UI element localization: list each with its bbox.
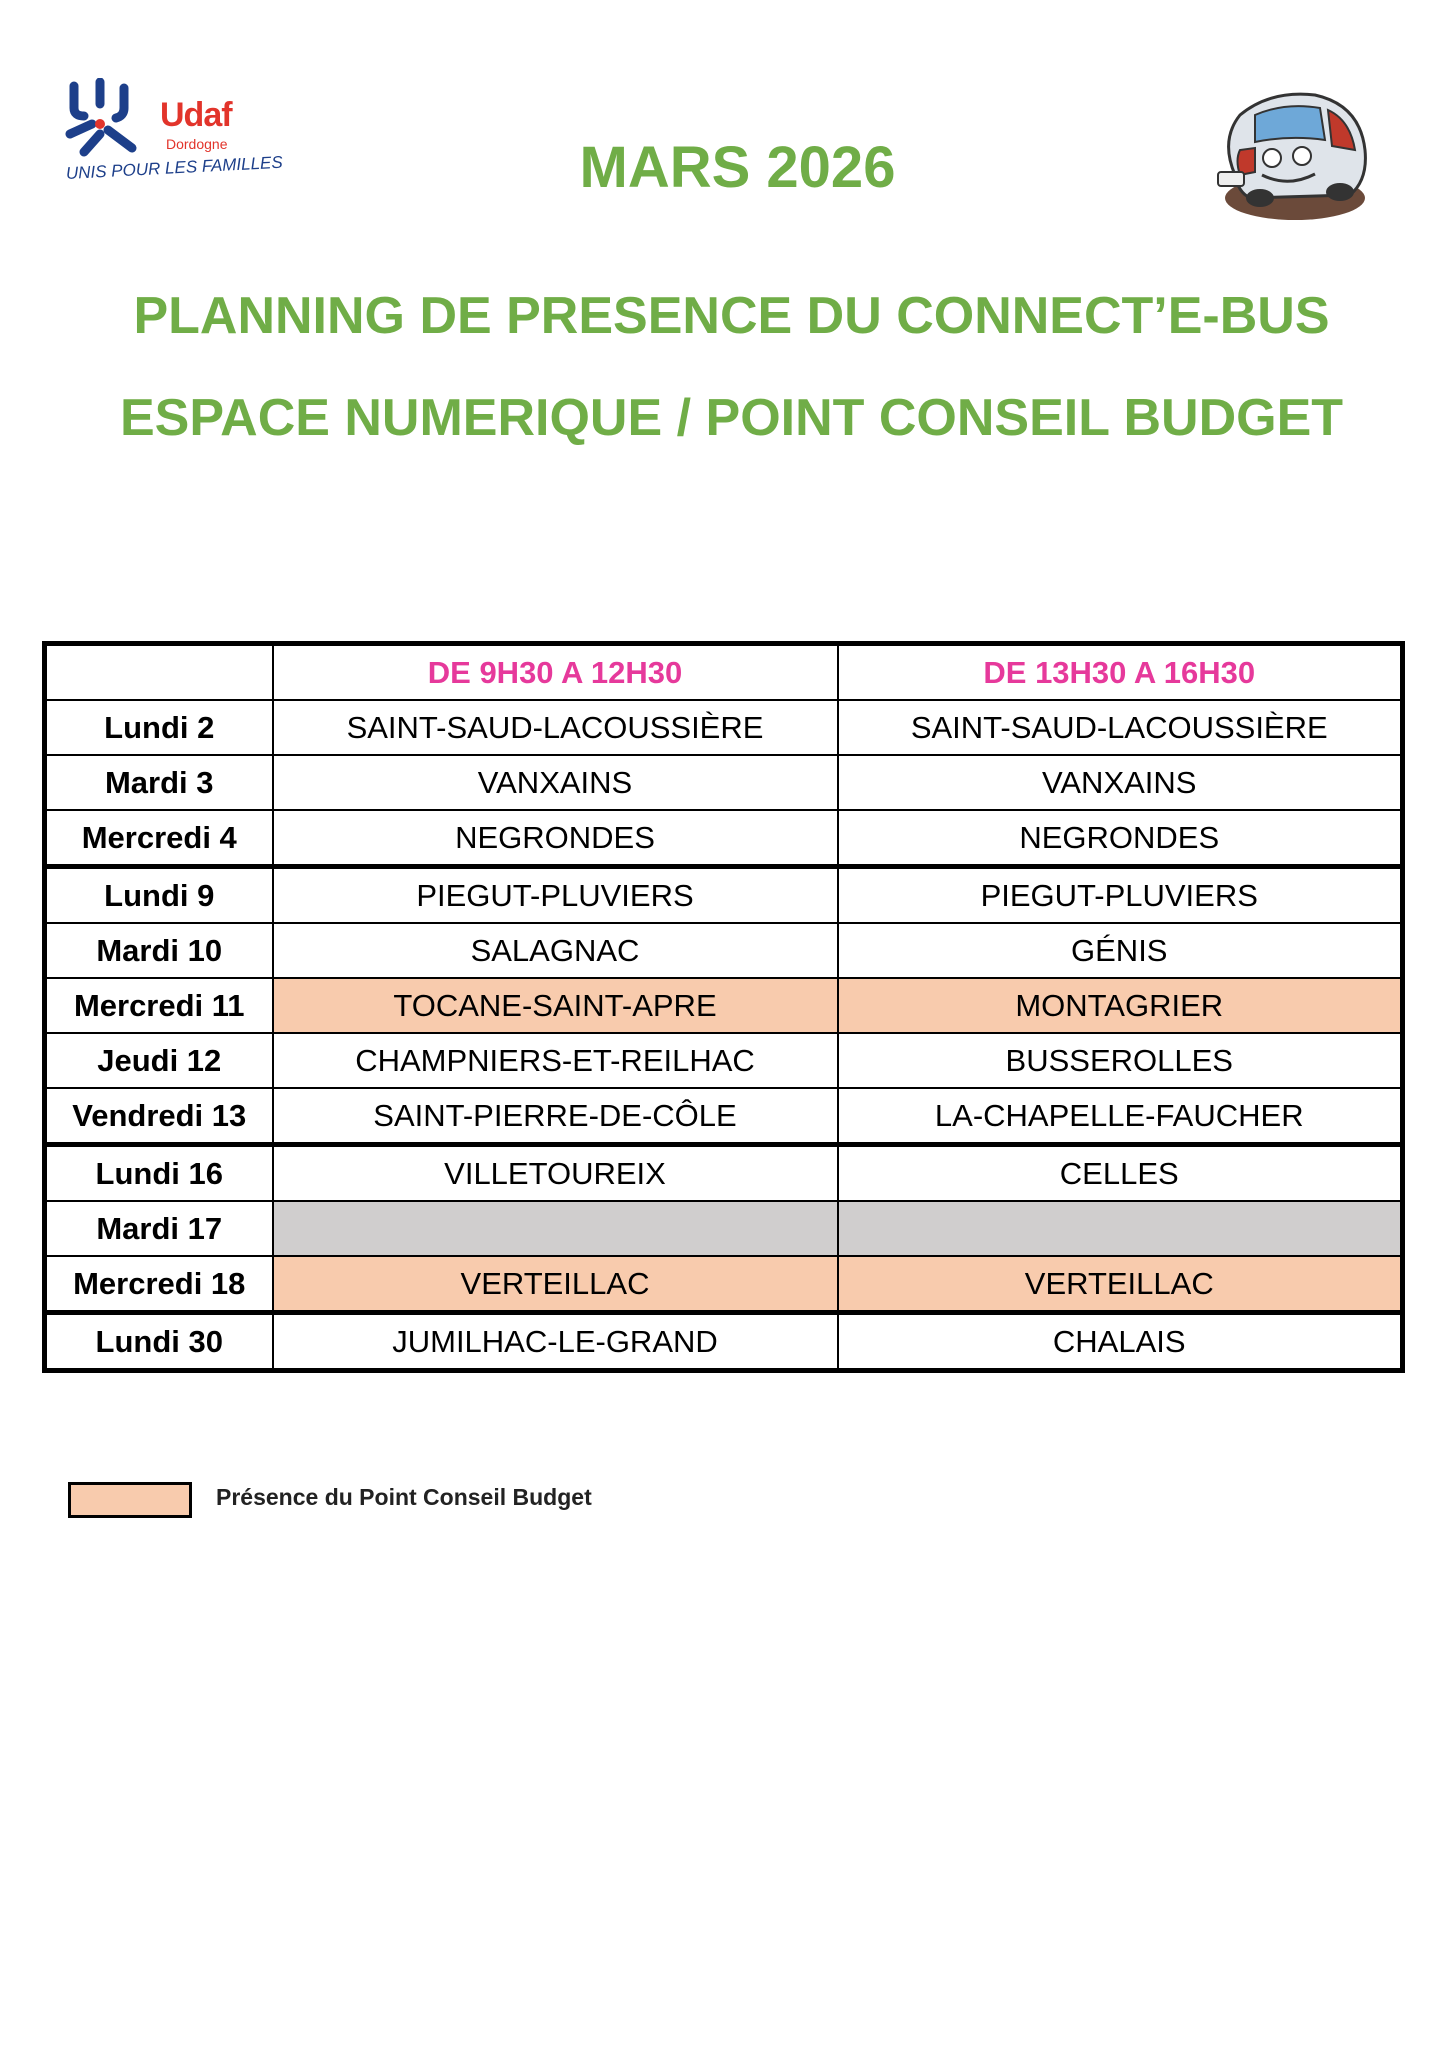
- page-subtitle: ESPACE NUMERIQUE / POINT CONSEIL BUDGET: [119, 389, 1344, 447]
- table-row: [45, 867, 1403, 924]
- day-cell: Lundi 2: [45, 700, 273, 755]
- morning-cell: PIEGUT-PLUVIERS: [273, 867, 838, 924]
- morning-cell: VERTEILLAC: [273, 1256, 838, 1313]
- header-morning-cell: DE 9H30 A 12H30: [273, 644, 838, 701]
- table-header-row: [45, 644, 1403, 701]
- table-row: [45, 1145, 1403, 1202]
- day-cell: Lundi 30: [45, 1313, 273, 1371]
- legend: [68, 1482, 768, 1522]
- afternoon-cell: BUSSEROLLES: [838, 1033, 1403, 1088]
- table-row-pcb: [45, 1256, 1403, 1313]
- day-cell: Mercredi 18: [45, 1256, 273, 1313]
- legend-label: Présence du Point Conseil Budget: [216, 1484, 592, 1510]
- table-row: [45, 923, 1403, 978]
- logo-brand: Udaf: [160, 96, 232, 134]
- afternoon-cell: LA-CHAPELLE-FAUCHER: [838, 1088, 1403, 1145]
- day-cell: Mercredi 11: [45, 978, 273, 1033]
- logo-tagline: UNIS POUR LES FAMILLES: [65, 152, 284, 183]
- table-row-empty: [45, 1201, 1403, 1256]
- table-row: [45, 755, 1403, 810]
- afternoon-cell: PIEGUT-PLUVIERS: [838, 867, 1403, 924]
- morning-cell: SAINT-PIERRE-DE-CÔLE: [273, 1088, 838, 1145]
- day-cell: Mardi 17: [45, 1201, 273, 1256]
- day-cell: Jeudi 12: [45, 1033, 273, 1088]
- afternoon-cell: CHALAIS: [838, 1313, 1403, 1371]
- day-cell: Mercredi 4: [45, 810, 273, 867]
- table-row: [45, 1313, 1403, 1371]
- morning-cell: JUMILHAC-LE-GRAND: [273, 1313, 838, 1371]
- table-row: [45, 1088, 1403, 1145]
- table-row: [45, 810, 1403, 867]
- morning-cell: SAINT-SAUD-LACOUSSIÈRE: [273, 700, 838, 755]
- afternoon-cell: CELLES: [838, 1145, 1403, 1202]
- morning-cell: CHAMPNIERS-ET-REILHAC: [273, 1033, 838, 1088]
- afternoon-cell: SAINT-SAUD-LACOUSSIÈRE: [838, 700, 1403, 755]
- header-afternoon-cell: DE 13H30 A 16H30: [838, 644, 1403, 701]
- afternoon-cell: VERTEILLAC: [838, 1256, 1403, 1313]
- afternoon-cell: GÉNIS: [838, 923, 1403, 978]
- table-row-pcb: [45, 978, 1403, 1033]
- legend-swatch: [68, 1482, 192, 1518]
- day-cell: Mardi 3: [45, 755, 273, 810]
- day-cell: Mardi 10: [45, 923, 273, 978]
- table-row: [45, 700, 1403, 755]
- afternoon-cell: MONTAGRIER: [838, 978, 1403, 1033]
- morning-cell: VILLETOUREIX: [273, 1145, 838, 1202]
- day-cell: Lundi 16: [45, 1145, 273, 1202]
- afternoon-cell: VANXAINS: [838, 755, 1403, 810]
- day-cell: Lundi 9: [45, 867, 273, 924]
- table-row: [45, 1033, 1403, 1088]
- logo-subtitle: Dordogne: [166, 136, 228, 152]
- page-title: PLANNING DE PRESENCE DU CONNECT’E-BUS: [133, 287, 1330, 345]
- afternoon-cell: [838, 1201, 1403, 1256]
- month-title: MARS 2026: [579, 135, 896, 200]
- header-day-cell: [45, 644, 273, 701]
- morning-cell: SALAGNAC: [273, 923, 838, 978]
- morning-cell: VANXAINS: [273, 755, 838, 810]
- morning-cell: [273, 1201, 838, 1256]
- morning-cell: TOCANE-SAINT-APRE: [273, 978, 838, 1033]
- afternoon-cell: NEGRONDES: [838, 810, 1403, 867]
- day-cell: Vendredi 13: [45, 1088, 273, 1145]
- schedule-table: [42, 641, 1405, 1373]
- morning-cell: NEGRONDES: [273, 810, 838, 867]
